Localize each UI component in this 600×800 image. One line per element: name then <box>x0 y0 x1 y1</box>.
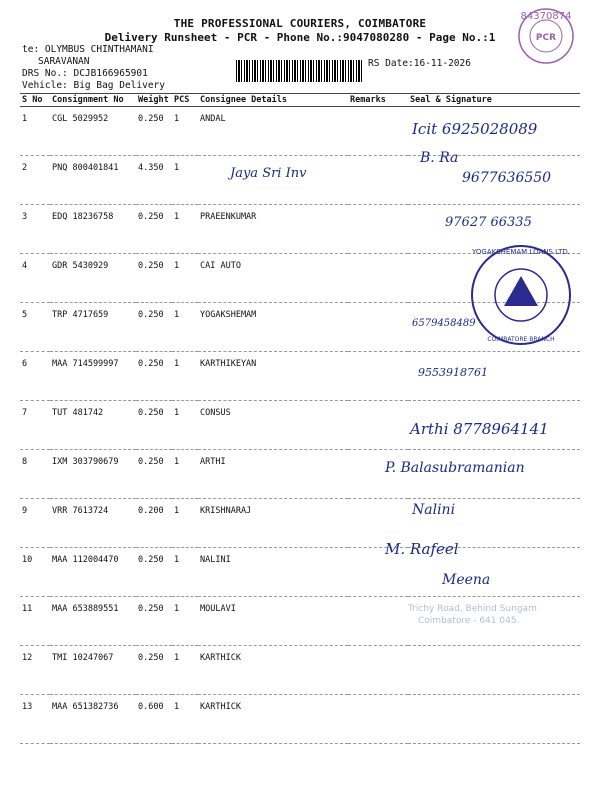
cell-pcs: 1 <box>172 548 198 597</box>
cell-sno: 2 <box>20 156 50 205</box>
cell-consignee: ARTHI <box>198 450 348 499</box>
table-header-row <box>20 94 580 107</box>
cell-consignment: IXM 303790679 <box>50 450 136 499</box>
cell-remarks <box>348 254 408 303</box>
cell-consignment: EDQ 18236758 <box>50 205 136 254</box>
cell-sno: 3 <box>20 205 50 254</box>
signature-row2-phone: 9677636550 <box>462 170 552 186</box>
staff-name: SARAVANAN <box>38 56 90 67</box>
cell-sno: 4 <box>20 254 50 303</box>
cell-sno: 12 <box>20 646 50 695</box>
cell-weight: 0.600 <box>136 695 172 744</box>
cell-weight: 0.250 <box>136 401 172 450</box>
signature-row8: Arthi 8778964141 <box>410 420 549 438</box>
pcr-round-stamp <box>510 6 582 66</box>
cell-pcs: 1 <box>172 254 198 303</box>
cell-remarks <box>348 156 408 205</box>
cell-pcs: 1 <box>172 303 198 352</box>
seal-branch: COIMBATORE BRANCH <box>487 336 555 343</box>
cell-consignment: GDR 5430929 <box>50 254 136 303</box>
cell-remarks <box>348 401 408 450</box>
signature-row1: Icit 6925028089 <box>412 120 538 138</box>
cell-sno: 5 <box>20 303 50 352</box>
cell-sno: 10 <box>20 548 50 597</box>
cell-consignment: MAA 112004470 <box>50 548 136 597</box>
cell-pcs: 1 <box>172 352 198 401</box>
stamp-number: 84370874 <box>520 11 572 22</box>
cell-consignee: MOULAVI <box>198 597 348 646</box>
table-row <box>20 646 580 695</box>
cell-sno: 8 <box>20 450 50 499</box>
signature-row11: M. Rafeel <box>385 540 459 558</box>
cell-weight: 0.250 <box>136 548 172 597</box>
col-remarks: Remarks <box>348 94 408 107</box>
signature-row2: B. Ra <box>420 150 459 166</box>
cell-pcs: 1 <box>172 107 198 156</box>
signature-row10: Nalini <box>412 502 456 518</box>
signature-row2-name: Jaya Sri Inv <box>230 166 307 181</box>
seal-logo-icon <box>504 276 538 306</box>
runsheet-subtitle: Delivery Runsheet - PCR - Phone No.:9047080280 - Page No.:1 <box>104 31 496 44</box>
barcode <box>236 60 364 82</box>
cell-remarks <box>348 352 408 401</box>
cell-consignee: ANDAL <box>198 107 348 156</box>
cell-weight: 0.250 <box>136 450 172 499</box>
cell-weight: 0.200 <box>136 499 172 548</box>
cell-remarks <box>348 205 408 254</box>
signature-row3: 97627 66335 <box>445 215 532 230</box>
cell-consignee: YOGAKSHEMAM <box>198 303 348 352</box>
cell-pcs: 1 <box>172 597 198 646</box>
signature-row12: Meena <box>442 572 491 588</box>
cell-remarks <box>348 597 408 646</box>
cell-remarks <box>348 303 408 352</box>
cell-consignment: MAA 653889551 <box>50 597 136 646</box>
cell-consignment: MAA 651382736 <box>50 695 136 744</box>
col-consignee: Consignee Details <box>198 94 348 107</box>
cell-consignee: PRAEENKUMAR <box>198 205 348 254</box>
cell-consignment: TUT 481742 <box>50 401 136 450</box>
table-row <box>20 499 580 548</box>
cell-sno: 1 <box>20 107 50 156</box>
cell-sno: 6 <box>20 352 50 401</box>
cell-consignee: NALINI <box>198 548 348 597</box>
cell-sno: 9 <box>20 499 50 548</box>
seal-text: YOGAKSHEMAM LOANS LTD. <box>472 248 570 256</box>
cell-weight: 0.250 <box>136 254 172 303</box>
cell-consignment: VRR 7613724 <box>50 499 136 548</box>
cell-weight: 0.250 <box>136 597 172 646</box>
company-title: THE PROFESSIONAL COURIERS, COIMBATORE <box>173 17 427 30</box>
cell-remarks <box>348 107 408 156</box>
signature-row6: 6579458489 <box>412 318 476 329</box>
vehicle-line: Vehicle: Big Bag Delivery <box>22 80 165 91</box>
cell-pcs: 1 <box>172 205 198 254</box>
table-row <box>20 548 580 597</box>
cell-weight: 4.350 <box>136 156 172 205</box>
cell-sno: 7 <box>20 401 50 450</box>
cell-signature <box>408 646 580 695</box>
cell-consignee: KARTHIKEYAN <box>198 352 348 401</box>
cell-consignment: PNQ 800401841 <box>50 156 136 205</box>
cell-consignment: MAA 714599997 <box>50 352 136 401</box>
cell-pcs: 1 <box>172 156 198 205</box>
cell-remarks <box>348 646 408 695</box>
cell-consignment: TMI 10247067 <box>50 646 136 695</box>
cell-weight: 0.250 <box>136 205 172 254</box>
col-pcs: PCS <box>172 94 198 107</box>
cell-consignee: KARTHICK <box>198 646 348 695</box>
table-row <box>20 695 580 744</box>
cell-consignee: CAI AUTO <box>198 254 348 303</box>
cell-signature <box>408 695 580 744</box>
faded-stamp-line1: Trichy Road, Behind Sungam <box>408 604 537 614</box>
cell-weight: 0.250 <box>136 107 172 156</box>
signature-row9: P. Balasubramanian <box>385 460 525 476</box>
cell-weight: 0.250 <box>136 646 172 695</box>
route-line: te: OLYMBUS CHINTHAMANI <box>22 44 154 55</box>
cell-pcs: 1 <box>172 450 198 499</box>
cell-consignee: CONSUS <box>198 401 348 450</box>
cell-consignment: TRP 4717659 <box>50 303 136 352</box>
cell-pcs: 1 <box>172 401 198 450</box>
col-consignment: Consignment No <box>50 94 136 107</box>
table-row <box>20 352 580 401</box>
faded-stamp-line2: Coimbatore - 641 045. <box>418 616 520 626</box>
cell-consignee: KARTHICK <box>198 695 348 744</box>
drs-number: DRS No.: DCJB166965901 <box>22 68 148 79</box>
cell-weight: 0.250 <box>136 352 172 401</box>
cell-consignee: KRISHNARAJ <box>198 499 348 548</box>
cell-pcs: 1 <box>172 695 198 744</box>
cell-pcs: 1 <box>172 499 198 548</box>
cell-weight: 0.250 <box>136 303 172 352</box>
col-sno: S No <box>20 94 50 107</box>
cell-pcs: 1 <box>172 646 198 695</box>
cell-consignment: CGL 5029952 <box>50 107 136 156</box>
cell-sno: 11 <box>20 597 50 646</box>
yogakshemam-seal <box>466 240 576 350</box>
col-signature: Seal & Signature <box>408 94 580 107</box>
runsheet-table <box>20 93 580 744</box>
signature-row7: 9553918761 <box>418 366 488 379</box>
rs-date: RS Date:16-11-2026 <box>368 58 471 69</box>
stamp-label: PCR <box>535 33 557 43</box>
col-weight: Weight <box>136 94 172 107</box>
cell-sno: 13 <box>20 695 50 744</box>
cell-remarks <box>348 695 408 744</box>
